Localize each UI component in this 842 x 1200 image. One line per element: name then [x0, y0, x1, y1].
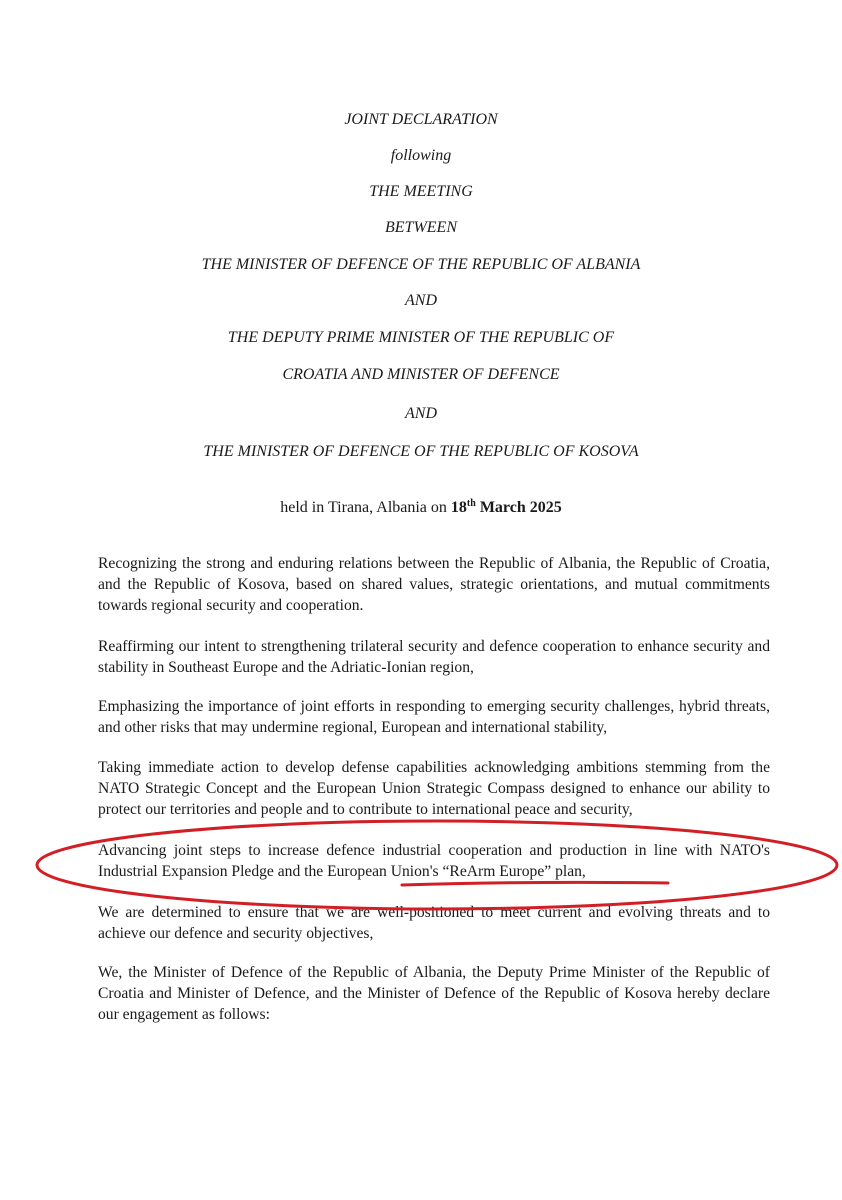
heading-and-2: AND	[405, 405, 437, 422]
heading-kosova-minister: THE MINISTER OF DEFENCE OF THE REPUBLIC OF KOSOVA	[203, 443, 639, 460]
red-underline-annotation	[402, 882, 668, 885]
heading-croatia-minister-2: CROATIA AND MINISTER OF DEFENCE	[282, 366, 560, 383]
meeting-place-date	[0, 498, 842, 518]
paragraph-taking-action: Taking immediate action to develop defense capabilities acknowledging ambitions stemming from the NATO Strategic Concept and the European Union Strategic Compass designed to enhance our ability to protect our territories and people and to contribute to international peace and security,	[98, 759, 770, 818]
held-date	[451, 499, 562, 516]
heading-the-meeting: THE MEETING	[369, 183, 473, 200]
held-day-suffix: th	[466, 498, 476, 509]
paragraph-determined: We are determined to ensure that we are well-positioned to meet current and evolving threats and to achieve our defence and security objectives,	[98, 904, 770, 942]
held-day: 18	[450, 499, 467, 516]
declaration-title: JOINT DECLARATION	[344, 111, 498, 128]
heading-croatia-minister-1: THE DEPUTY PRIME MINISTER OF THE REPUBLIC OF	[227, 329, 615, 346]
paragraph-advancing: Advancing joint steps to increase defence industrial cooperation and production in line with NATO's Industrial Expansion Pledge and the European Union's “ReArm Europe” plan,	[98, 842, 770, 880]
paragraph-reaffirming: Reaffirming our intent to strengthening trilateral security and defence cooperation to enhance security and stability in Southeast Europe and the Adriatic-Ionian region,	[98, 638, 770, 676]
paragraph-engagement: We, the Minister of Defence of the Republic of Albania, the Deputy Prime Minister of the Republic of Croatia and Minister of Defence, and the Minister of Defence of the Republic of Kosova hereby declare our engagement as follows:	[98, 964, 770, 1023]
heading-and-1: AND	[405, 292, 437, 309]
held-prefix: held in Tirana, Albania on	[280, 499, 451, 516]
paragraph-recognizing: Recognizing the strong and enduring relations between the Republic of Albania, the Republic of Croatia, and the Republic of Kosova, based on shared values, strategic orientations, and mutual commitments towards regional security and cooperation.	[98, 555, 770, 614]
heading-albania-minister: THE MINISTER OF DEFENCE OF THE REPUBLIC OF ALBANIA	[201, 256, 641, 273]
paragraph-emphasizing: Emphasizing the importance of joint efforts in responding to emerging security challenges, hybrid threats, and other risks that may undermine regional, European and international stability,	[98, 698, 770, 736]
held-month-year: March 2025	[475, 499, 562, 516]
heading-between: BETWEEN	[385, 219, 457, 236]
heading-following: following	[390, 147, 452, 164]
